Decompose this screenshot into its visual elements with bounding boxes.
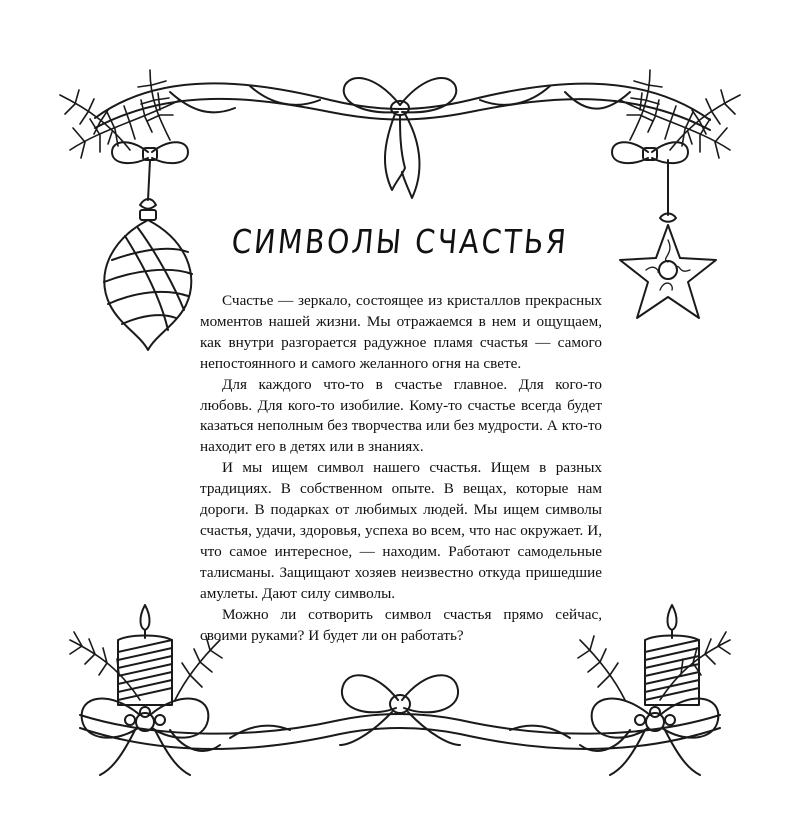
star-ornament-icon <box>620 160 716 318</box>
top-ribbon-garland-icon <box>95 83 710 130</box>
candle-right-icon <box>645 605 699 705</box>
bow-bottom-right-icon <box>592 699 719 775</box>
body-text <box>200 291 602 646</box>
paragraph-1: Счастье — зеркало, состоящее из кристаллов прекрасных моментов нашей жизни. Мы отражаемся в нем и ощущаем, как внутри разгорается радужное пламя счастья — самого непостоянного и самого желанного огня на свете. <box>200 292 602 372</box>
page-title: СИМВОЛЫ СЧАСТЬЯ <box>229 222 571 261</box>
paragraph-3: И мы ищем символ нашего счастья. Ищем в разных традициях. В собственном опыте. В вещах, которые нам дороги. В подарках от любимых людей. Мы ищем символы счастья, удачи, здоровья, успеха во всем, что нас окружает. И, что самое интересное, — находим. Работают самодельные талисманы. Защищают хозяев неизвестно откуда пришедшие амулеты. Дают силу символы. <box>200 459 602 602</box>
bauble-ornament-icon <box>104 160 192 350</box>
bottom-ribbon-garland-icon <box>80 714 720 751</box>
bow-top-right-icon <box>612 142 688 163</box>
paragraph-4: Можно ли сотворить символ счастья прямо сейчас, своими руками? И будет ли он работать? <box>200 605 602 644</box>
bow-top-center-icon <box>344 78 457 198</box>
candle-left-icon <box>118 605 172 705</box>
bow-bottom-left-icon <box>82 699 209 775</box>
paragraph-2: Для каждого что-то в счастье главное. Для кого-то любовь. Для кого-то изобилие. Кому-то счастье всегда будет казаться неполным без творчества или без мудрости. А кто-то находит его в детях или в знаниях. <box>200 375 602 456</box>
holly-berries-right-icon <box>635 707 675 725</box>
holly-berries-left-icon <box>125 707 165 725</box>
bow-bottom-center-icon <box>340 675 460 745</box>
